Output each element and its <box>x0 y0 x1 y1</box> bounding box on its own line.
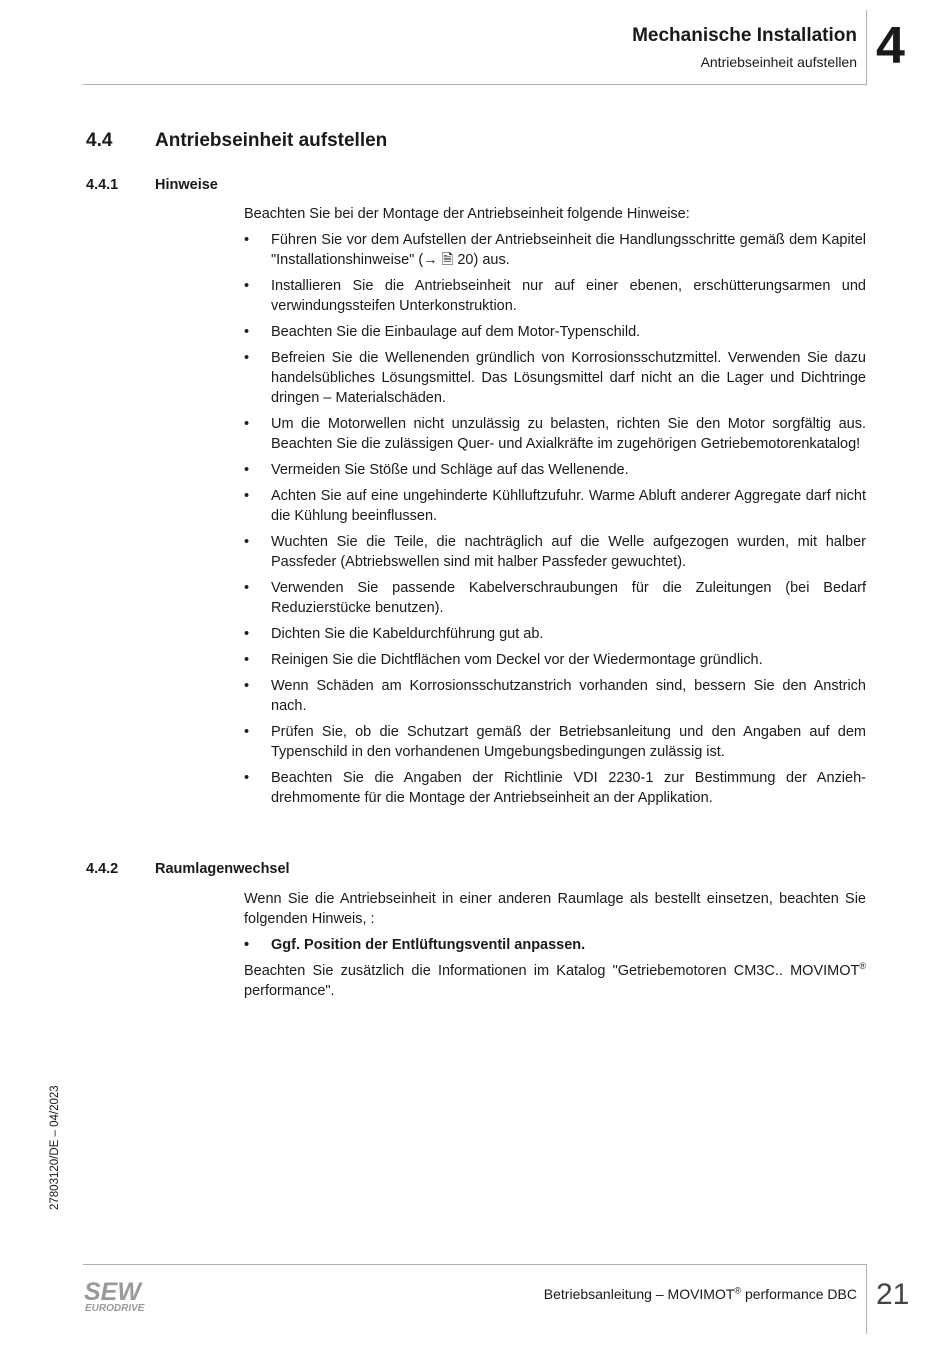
list-item-text: Beachten Sie die Einbaulage auf dem Motor-Typenschild. <box>271 324 641 340</box>
bullet: • <box>244 937 250 953</box>
bullet: • <box>244 416 250 432</box>
list-item-text: Wuchten Sie die Teile, die nachträglich auf die Welle aufgezogen wurden, mit halber Passfeder (Abtriebswellen sind mit halber Passfeder gewuchtet). <box>271 534 866 570</box>
footer-divider <box>866 1264 867 1334</box>
bullet: • <box>244 580 250 596</box>
logo-subline: EURODRIVE <box>85 1303 145 1314</box>
list-item <box>244 348 866 408</box>
list-item <box>244 768 866 808</box>
list-item-text: Dichten Sie die Kabeldurchführung gut ab. <box>271 626 544 642</box>
bullet: • <box>244 724 250 740</box>
list-item <box>244 532 866 572</box>
list-item <box>244 676 866 716</box>
bullet: • <box>244 278 250 294</box>
bullet: • <box>244 232 250 248</box>
registered-mark: ® <box>734 1285 742 1296</box>
list-item <box>244 414 866 454</box>
chapter-number: 4 <box>876 17 905 75</box>
bullet: • <box>244 488 250 504</box>
footer-document-title <box>544 1286 857 1302</box>
sew-eurodrive-logo <box>84 1278 154 1314</box>
list-item-text: Ggf. Position der Entlüftungsventil anpassen. <box>271 937 586 953</box>
list-item-text: Reinigen Sie die Dichtflächen vom Deckel vor der Wiedermontage gründlich. <box>271 652 763 668</box>
raumlage-intro: Wenn Sie die Antriebseinheit in einer anderen Raumlage als bestellt einsetzen, beachten Sie folgenden Hinweis, : <box>244 891 866 927</box>
list-item <box>244 624 866 644</box>
document-id: 27803120/DE – 04/2023 <box>49 1085 61 1210</box>
bullet: • <box>244 350 250 366</box>
bullet: • <box>244 678 250 694</box>
list-item <box>244 276 866 316</box>
section-title: Antriebseinheit aufstellen <box>155 130 388 151</box>
header-rule <box>83 84 866 85</box>
registered-mark: ® <box>859 961 866 972</box>
bullet: • <box>244 770 250 786</box>
section-subtitle: Antriebseinheit aufstellen <box>700 54 857 70</box>
header-divider <box>866 10 867 85</box>
page-number: 21 <box>876 1278 910 1311</box>
catalog-note <box>244 961 866 1001</box>
bullet: • <box>244 652 250 668</box>
raumlage-content <box>244 889 866 1007</box>
bullet: • <box>244 462 250 478</box>
raumlage-list <box>244 935 866 955</box>
bullet: • <box>244 534 250 550</box>
footer-doc-text: Betriebsanleitung – MOVIMOT <box>543 1286 735 1302</box>
list-item-text: Installieren Sie die Antriebseinheit nur auf einer ebenen, erschütterungsarmen und verwindungssteifen Unterkonstruktion. <box>271 278 866 314</box>
list-item-text: Vermeiden Sie Stöße und Schläge auf das Wellenende. <box>271 462 629 478</box>
list-item <box>244 322 866 342</box>
subsection-title: Raumlagenwechsel <box>155 861 290 877</box>
list-item-text: Verwenden Sie passende Kabelverschraubungen für die Zuleitungen (bei Bedarf Reduzierstücke benutzen). <box>271 580 866 616</box>
subsection-number: 4.4.1 <box>86 177 119 193</box>
bullet: • <box>244 324 250 340</box>
list-item <box>244 486 866 526</box>
catalog-note-tail: performance". <box>244 983 335 999</box>
list-item-text: Um die Motorwellen nicht unzulässig zu belasten, richten Sie den Motor sorgfältig aus. Beachten Sie die zulässigen Quer- und Axialkräfte im zugehörigen Getriebemotorenkatalog! <box>271 416 866 452</box>
logo-wordmark: SEW <box>84 1278 141 1306</box>
list-item <box>244 578 866 618</box>
section-number: 4.4 <box>86 130 113 151</box>
subsection-title: Hinweise <box>155 177 218 193</box>
bullet: • <box>244 626 250 642</box>
list-item <box>244 650 866 670</box>
list-item <box>244 722 866 762</box>
catalog-note-text: Beachten Sie zusätzlich die Informationen im Katalog "Getriebemotoren CM3C.. MOVIMOT <box>244 963 860 979</box>
list-item <box>244 935 866 955</box>
hinweise-intro: Beachten Sie bei der Montage der Antriebseinheit folgende Hinweise: <box>244 206 690 222</box>
footer-doc-tail: performance DBC <box>741 1286 857 1302</box>
chapter-title: Mechanische Installation <box>632 25 857 46</box>
footer-rule <box>83 1264 866 1265</box>
hinweise-list <box>244 230 866 808</box>
list-item-text: Achten Sie auf eine ungehinderte Kühlluftzufuhr. Warme Abluft anderer Aggregate darf nicht die Kühlung beeinflussen. <box>271 488 866 524</box>
subsection-number: 4.4.2 <box>86 861 119 877</box>
list-item-text: Führen Sie vor dem Aufstellen der Antriebseinheit die Handlungsschritte gemäß dem Kapitel "Installationshinweise" (→ 🗎 20) aus. <box>271 232 866 268</box>
list-item-text: Wenn Schäden am Korrosionsschutzanstrich vorhanden sind, bessern Sie den Anstrich nach. <box>271 678 866 714</box>
list-item-text: Beachten Sie die Angaben der Richtlinie VDI 2230-1 zur Bestimmung der Anziehdrehmomente für die Montage der Antriebseinheit an der Applikation. <box>271 770 866 806</box>
list-item-text: Befreien Sie die Wellenenden gründlich von Korrosionsschutzmittel. Verwenden Sie dazu handelsübliches Lösungsmittel. Das Lösungsmittel darf nicht an die Lager und Dichtringe dringen – Materialschäden. <box>271 350 866 406</box>
list-item-text: Prüfen Sie, ob die Schutzart gemäß der Betriebsanleitung und den Angaben auf dem Typenschild in den vorhandenen Umgebungsbedingungen zulässig ist. <box>271 724 866 760</box>
list-item <box>244 460 866 480</box>
hinweise-content <box>244 204 866 814</box>
list-item <box>244 230 866 270</box>
